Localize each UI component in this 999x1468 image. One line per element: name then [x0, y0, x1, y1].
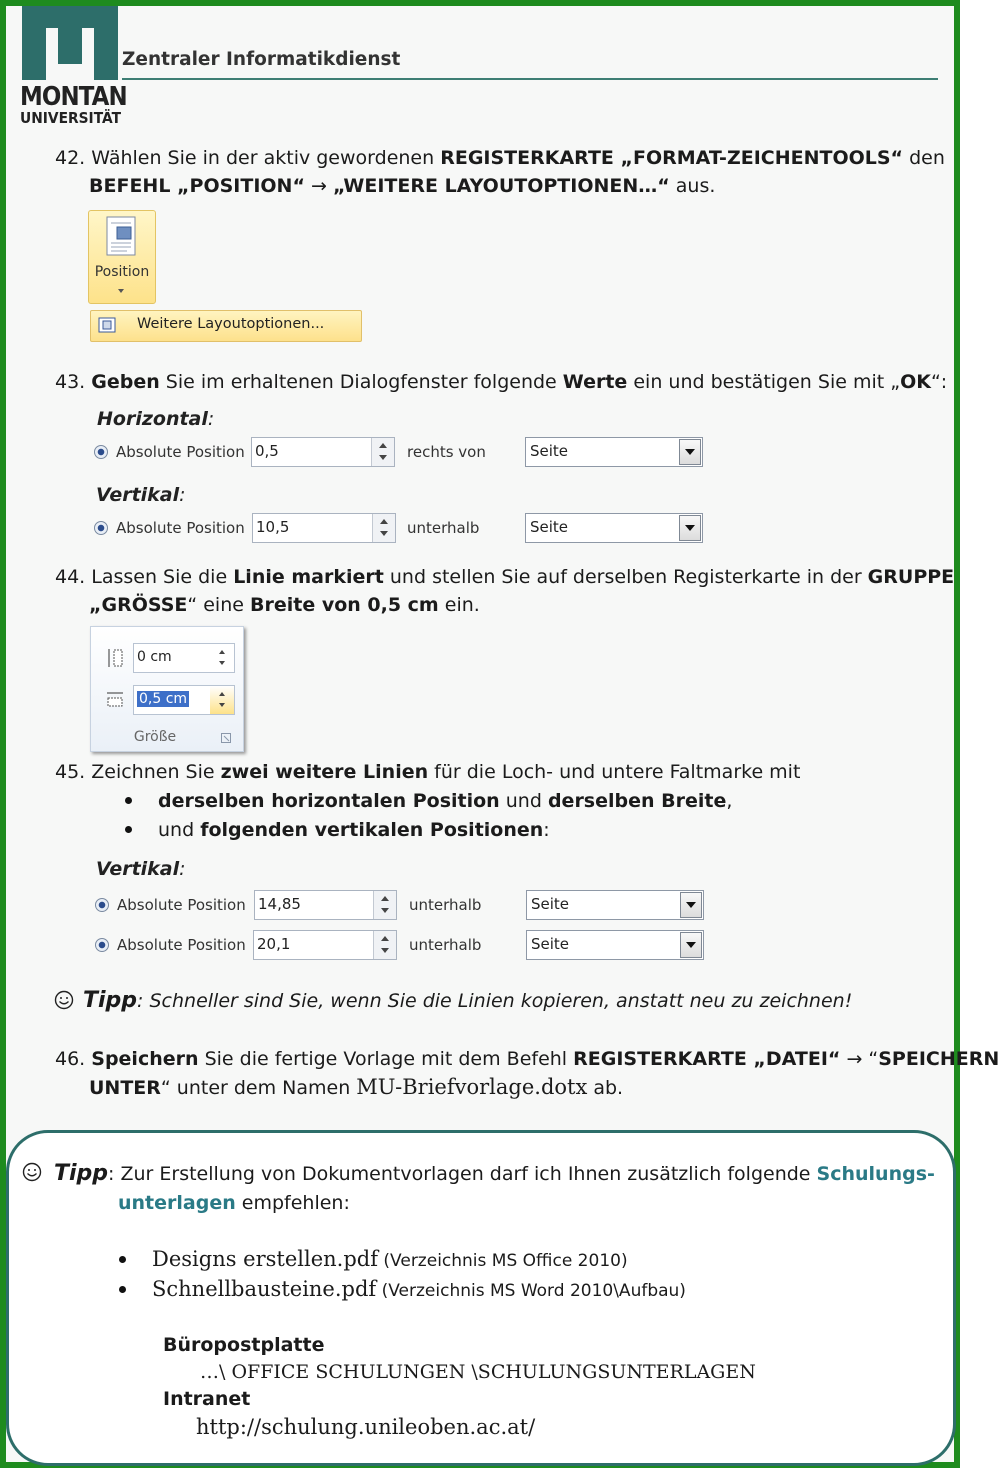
step46-line2: UNTER“ unter dem Namen MU-Briefvorlage.dotx ab.	[89, 1075, 624, 1099]
tip2-line2: unterlagen empfehlen:	[118, 1192, 350, 1214]
spinner-value: 14,85	[258, 895, 301, 913]
relation-label: rechts von	[407, 443, 486, 461]
spinner-buttons[interactable]	[210, 644, 234, 672]
size-group	[90, 626, 244, 752]
location-label-1: Büropostplatte	[163, 1334, 325, 1356]
relative-to-select-1[interactable]	[526, 890, 704, 920]
layout-options-icon	[97, 316, 117, 334]
dialog-launcher-icon[interactable]	[221, 733, 231, 743]
shape-width-icon	[105, 689, 125, 711]
shape-height-input[interactable]	[133, 643, 235, 673]
intranet-link[interactable]: http://schulung.unileoben.ac.at/	[196, 1415, 536, 1439]
position-button-label: Position	[94, 264, 150, 280]
smiley-icon	[54, 990, 74, 1010]
logo-text-montan: MONTAN	[20, 82, 127, 112]
step45-bullet1: derselben horizontalen Position und derselben Breite,	[158, 790, 733, 812]
spinner-value: 20,1	[257, 935, 291, 953]
relative-to-select-v[interactable]	[525, 513, 703, 543]
bullet	[125, 826, 132, 833]
file-item-1: Designs erstellen.pdf (Verzeichnis MS Office 2010)	[152, 1247, 628, 1271]
relation-label: unterhalb	[407, 519, 480, 537]
file-item-2: Schnellbausteine.pdf (Verzeichnis MS Word 2010\Aufbau)	[152, 1277, 686, 1301]
spinner-buttons[interactable]	[373, 931, 396, 959]
vertical-position-spinner[interactable]	[252, 513, 396, 543]
spinner-buttons[interactable]	[372, 514, 395, 542]
spinner-value: 0,5	[255, 442, 279, 460]
bullet	[119, 1286, 126, 1293]
radio-absolute-position-v[interactable]	[94, 521, 108, 535]
radio-label: Absolute Position	[117, 936, 246, 954]
radio-label: Absolute Position	[116, 443, 245, 461]
more-layout-options-label: Weitere Layoutoptionen...	[137, 316, 325, 332]
horizontal-heading: Horizontal:	[97, 408, 215, 430]
select-value: Seite	[530, 442, 569, 460]
smiley-icon	[22, 1162, 42, 1182]
relative-to-select-h[interactable]	[525, 437, 703, 467]
spinner-buttons[interactable]	[210, 686, 234, 714]
step45-bullet2: und folgenden vertikalen Positionen:	[158, 819, 550, 841]
dropdown-arrow-icon[interactable]	[679, 515, 701, 541]
shape-width-input[interactable]	[133, 685, 235, 715]
position-icon	[103, 215, 139, 257]
logo-text-universitaet: UNIVERSITÄT	[20, 109, 122, 127]
step46-line1: 46. Speichern Sie die fertige Vorlage mit dem Befehl REGISTERKARTE „DATEI“ → “SPEICHERN	[55, 1048, 999, 1070]
relation-label: unterhalb	[409, 936, 482, 954]
org-name: Zentraler Informatikdienst	[122, 49, 401, 70]
radio-absolute-position-1[interactable]	[95, 898, 109, 912]
vertical-position-spinner-1[interactable]	[254, 890, 397, 920]
vertical-heading: Vertikal:	[96, 484, 186, 506]
vertical-position-spinner-2[interactable]	[253, 930, 397, 960]
horizontal-position-spinner[interactable]	[251, 437, 395, 467]
header-rule	[122, 78, 938, 80]
relative-to-select-2[interactable]	[526, 930, 704, 960]
vertical-heading-2: Vertikal:	[96, 858, 186, 880]
step42-line2: BEFEHL „POSITION“ → „WEITERE LAYOUTOPTIONEN…“ aus.	[89, 175, 716, 197]
tip1-text: Tipp: Schneller sind Sie, wenn Sie die Linien kopieren, anstatt neu zu zeichnen!	[83, 988, 853, 1013]
dropdown-arrow-icon[interactable]	[680, 932, 702, 958]
spinner-buttons[interactable]	[373, 891, 396, 919]
radio-absolute-position-2[interactable]	[95, 938, 109, 952]
step44-line2: „GRÖSSE“ eine Breite von 0,5 cm ein.	[89, 594, 480, 616]
step45-line1: 45. Zeichnen Sie zwei weitere Linien für die Loch- und untere Faltmarke mit	[55, 761, 801, 783]
spinner-buttons[interactable]	[371, 438, 394, 466]
location-path-1: …\ OFFICE SCHULUNGEN \SCHULUNGSUNTERLAGEN	[200, 1361, 756, 1383]
dropdown-arrow-icon[interactable]	[679, 439, 701, 465]
dropdown-arrow-icon[interactable]	[680, 892, 702, 918]
step43-line: 43. Geben Sie im erhaltenen Dialogfenster folgende Werte ein und bestätigen Sie mit „OK“:	[55, 371, 948, 393]
spinner-value: 10,5	[256, 518, 290, 536]
position-button[interactable]	[88, 210, 156, 304]
select-value: Seite	[530, 518, 569, 536]
step42-line1: 42. Wählen Sie in der aktiv gewordenen REGISTERKARTE „FORMAT-ZEICHENTOOLS“ den	[55, 147, 945, 169]
relation-label: unterhalb	[409, 896, 482, 914]
select-value: Seite	[531, 895, 570, 913]
bullet	[119, 1256, 126, 1263]
tip2-line1: Tipp: Zur Erstellung von Dokumentvorlagen darf ich Ihnen zusätzlich folgende Schulungs-	[54, 1161, 935, 1186]
montan-logo-mark	[22, 6, 118, 80]
bullet	[125, 797, 132, 804]
location-label-2: Intranet	[163, 1388, 251, 1410]
step44-line1: 44. Lassen Sie die Linie markiert und stellen Sie auf derselben Registerkarte in der GRUPPE	[55, 566, 955, 588]
input-value: 0,5 cm	[139, 691, 188, 707]
radio-absolute-position-h[interactable]	[94, 445, 108, 459]
radio-label: Absolute Position	[117, 896, 246, 914]
input-value: 0 cm	[137, 649, 172, 665]
shape-height-icon	[105, 647, 125, 669]
size-group-caption: Größe	[133, 729, 177, 745]
chevron-down-icon	[118, 289, 124, 293]
more-layout-options-item[interactable]	[90, 310, 362, 342]
select-value: Seite	[531, 935, 570, 953]
radio-label: Absolute Position	[116, 519, 245, 537]
